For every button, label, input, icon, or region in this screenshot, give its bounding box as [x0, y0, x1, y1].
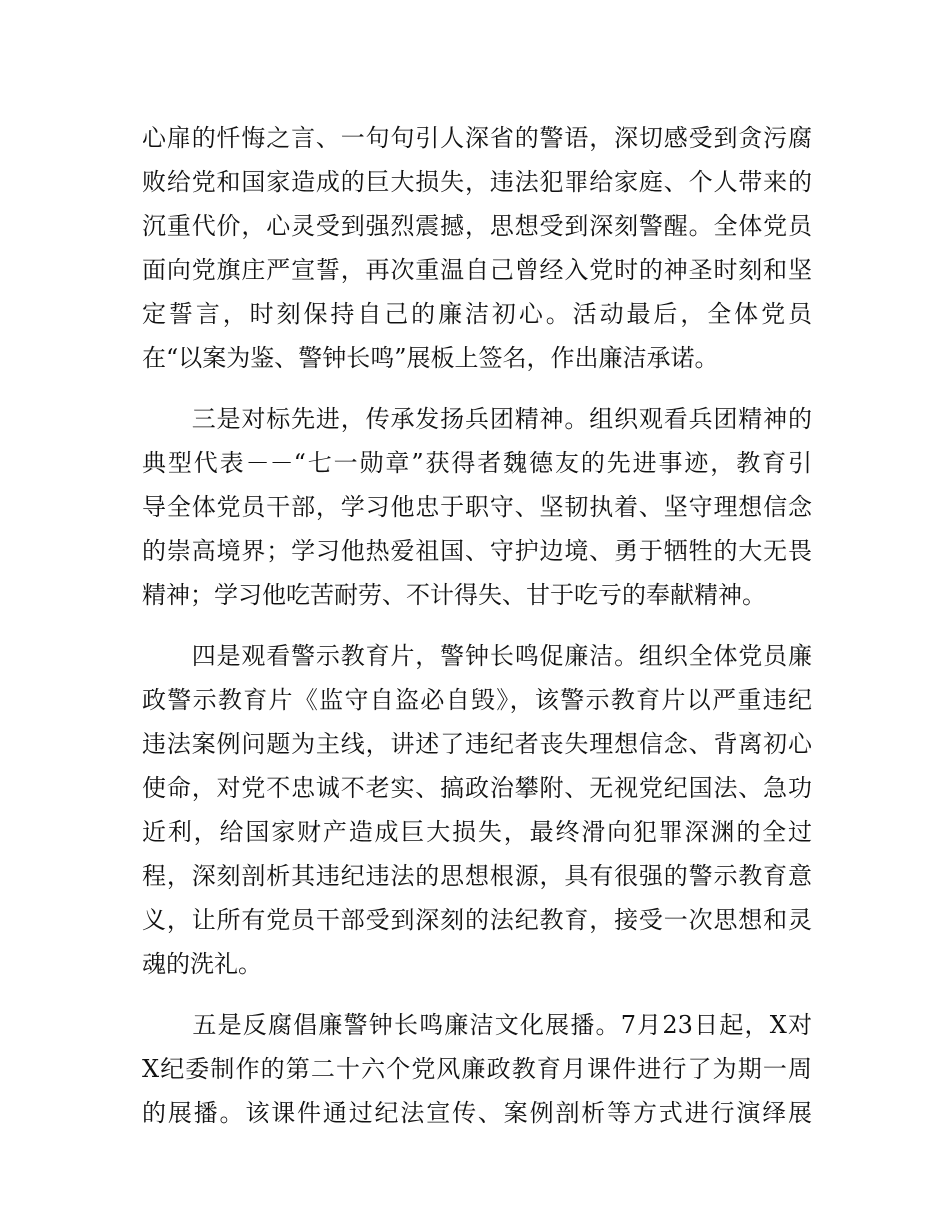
text-line: 导全体党员干部，学习他忠于职守、坚韧执着、坚守理想信念: [142, 493, 812, 521]
text-line: 典型代表－－“七一勋章”获得者魏德友的先进事迹，教育引: [142, 449, 812, 477]
text-line: 五是反腐倡廉警钟长鸣廉洁文化展播。7月23日起，X对: [142, 1011, 812, 1039]
text-line: 沉重代价，心灵受到强烈震撼，思想受到深刻警醒。全体党员: [142, 212, 812, 240]
paragraph-spacer: [142, 380, 812, 397]
text-line: 四是观看警示教育片，警钟长鸣促廉洁。组织全体党员廉: [142, 642, 812, 670]
text-line: 面向党旗庄严宣誓，再次重温自己曾经入党时的神圣时刻和坚: [142, 256, 812, 284]
text-line: 定誓言，时刻保持自己的廉洁初心。活动最后，全体党员: [142, 300, 812, 328]
paragraph-spacer: [142, 986, 812, 1003]
text-line: 的展播。该课件通过纪法宣传、案例剖析等方式进行演绎展: [142, 1099, 812, 1127]
paragraph-three: [142, 397, 812, 617]
text-line: 违法案例问题为主线，讲述了违纪者丧失理想信念、背离初心: [142, 730, 812, 758]
text-line: 心扉的忏悔之言、一句句引人深省的警语，深切感受到贪污腐: [142, 124, 812, 152]
text-line: 败给党和国家造成的巨大损失，违法犯罪给家庭、个人带来的: [142, 168, 812, 196]
text-line: 在“以案为鉴、警钟长鸣”展板上签名，作出廉洁承诺。: [142, 344, 719, 372]
text-line: 近利，给国家财产造成巨大损失，最终滑向犯罪深渊的全过: [142, 818, 812, 846]
text-line: 义，让所有党员干部受到深刻的法纪教育，接受一次思想和灵: [142, 906, 812, 934]
text-line: 程，深刻剖析其违纪违法的思想根源，具有很强的警示教育意: [142, 862, 812, 890]
document-body: [142, 116, 812, 1135]
text-line: 使命，对党不忠诚不老实、搞政治攀附、无视党纪国法、急功: [142, 774, 812, 802]
text-line: 的崇高境界；学习他热爱祖国、守护边境、勇于牺牲的大无畏: [142, 537, 812, 565]
paragraph-four: [142, 634, 812, 986]
text-line: X纪委制作的第二十六个党风廉政教育月课件进行了为期一周: [142, 1055, 812, 1083]
paragraph-spacer: [142, 617, 812, 634]
text-line: 精神；学习他吃苦耐劳、不计得失、甘于吃亏的奉献精神。: [142, 581, 766, 609]
text-line: 魂的洗礼。: [142, 950, 262, 978]
paragraph-continuation: [142, 116, 812, 380]
text-line: 政警示教育片《监守自盗必自毁》，该警示教育片以严重违纪: [142, 686, 812, 714]
paragraph-five: [142, 1003, 812, 1135]
text-line: 三是对标先进，传承发扬兵团精神。组织观看兵团精神的: [142, 405, 812, 433]
